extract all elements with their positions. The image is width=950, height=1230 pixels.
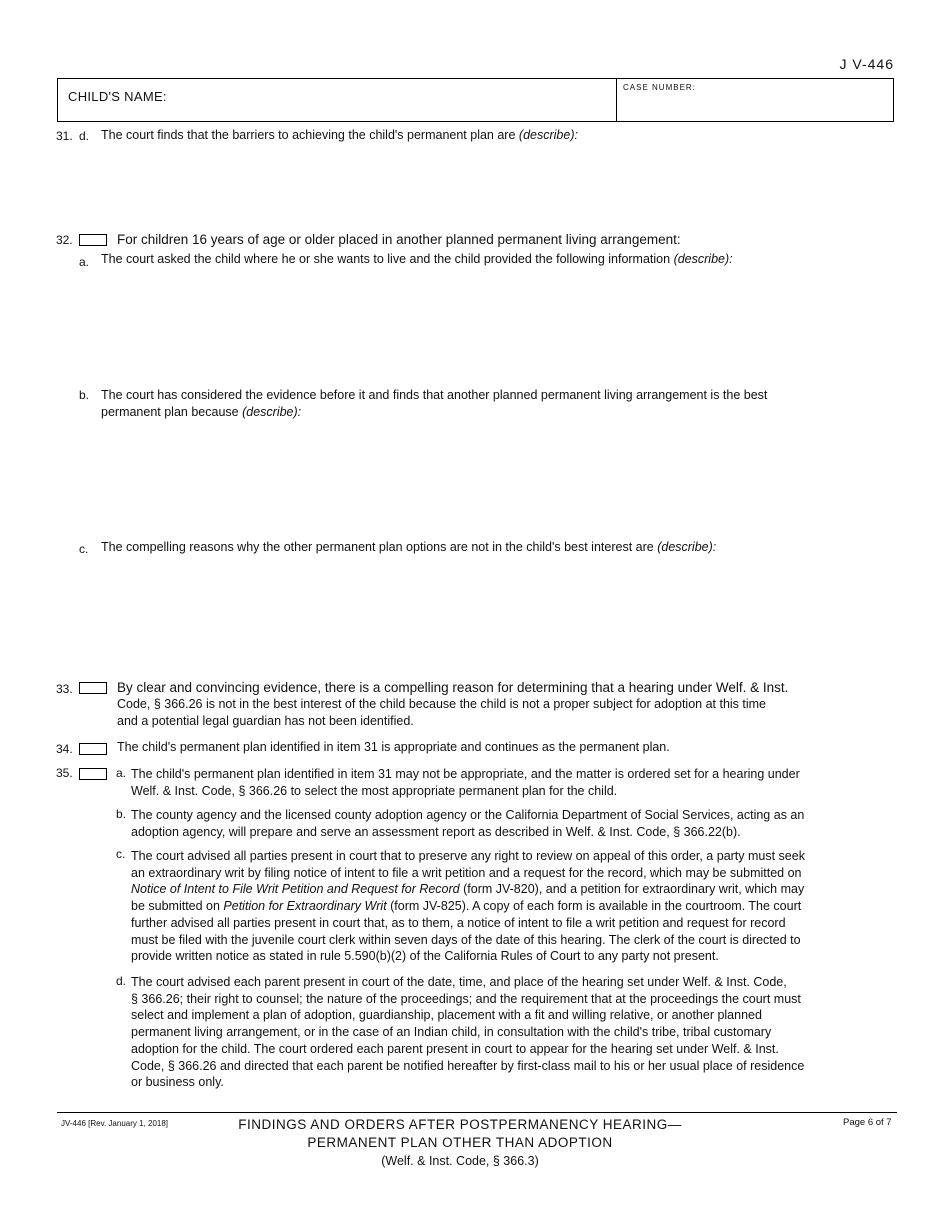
item-35-c-text [131, 848, 805, 965]
item-35-d-line6: Code, § 366.26 and directed that each parent be notified hereafter by first-class mail to his or her usual place of residence [131, 1058, 805, 1073]
item-32-c-text [101, 539, 716, 556]
item-35-d-text [131, 974, 804, 1091]
item-35-d-line2: § 366.26; their right to counsel; the nature of the proceedings; and the requirement that at the proceedings the court must [131, 991, 801, 1006]
item-35-c-line2: an extraordinary writ by filing notice of intent to file a writ petition and a request for the record, which may be submitted on [131, 865, 802, 880]
item-35-checkbox[interactable] [79, 768, 107, 780]
item-35-c-line3-rest: (form JV-820), and a petition for extraordinary writ, which may [459, 882, 805, 897]
item-35-b-line2: adoption agency, will prepare and serve an assessment report as described in Welf. & Inst. Code, § 366.22(b). [131, 824, 741, 839]
item-35-c-line7: provide written notice as stated in rule 5.590(b)(2) of the California Rules of Court to any party not present. [131, 949, 719, 964]
item-32-b-line1: The court has considered the evidence before it and finds that another planned permanent living arrangement is the best [101, 388, 768, 402]
item-32-b-text [101, 387, 767, 420]
item-33-line2: Code, § 366.26 is not in the best interest of the child because the child is not a proper subject for adoption at this time [117, 697, 767, 711]
item-34-text: The child's permanent plan identified in item 31 is appropriate and continues as the permanent plan. [117, 740, 670, 754]
item-35-d-line7: or business only. [131, 1075, 224, 1090]
item-35-c-label: c. [116, 847, 126, 861]
form-jv820-title: Notice of Intent to File Writ Petition and Request for Record [131, 882, 460, 897]
item-33-line1: By clear and convincing evidence, there is a compelling reason for determining that a hearing under Welf. & Inst. [117, 680, 789, 695]
caption-box [57, 78, 894, 122]
item-32-a-label: a. [79, 255, 90, 269]
item-31-d-body: The court finds that the barriers to achieving the child's permanent plan are [101, 128, 516, 142]
item-31-number: 31. [56, 129, 73, 143]
item-32-b-label: b. [79, 388, 90, 402]
item-35-b-label: b. [116, 807, 127, 821]
item-35-a-line2: Welf. & Inst. Code, § 366.26 to select the most appropriate permanent plan for the child. [131, 783, 618, 798]
item-35-c-line4-rest: (form JV-825). A copy of each form is available in the courtroom. The court [386, 899, 802, 914]
item-35-d-line5: adoption for the child. The court ordered each parent present in court to appear for the hearing set under Welf. & Inst. [131, 1041, 779, 1056]
item-35-d-line4: permanent living arrangement, or in the case of an Indian child, in consultation with the child's tribe, tribal customary [131, 1025, 772, 1040]
item-31-d-label: d. [79, 129, 90, 143]
item-35-d-label: d. [116, 974, 127, 988]
case-number-label: CASE NUMBER: [623, 83, 696, 92]
form-jv825-title: Petition for Extraordinary Writ [223, 899, 387, 914]
item-33-line3: and a potential legal guardian has not been identified. [117, 713, 414, 728]
item-31-d-describe: (describe): [518, 128, 578, 142]
child-name-label: CHILD'S NAME: [68, 89, 167, 104]
item-35-number: 35. [56, 766, 73, 780]
item-35-c-line5: further advised all parties present in court that, as to them, a notice of intent to file a writ petition and request for record [131, 915, 786, 930]
item-35-c-line1: The court advised all parties present in court that to preserve any right to review on appeal of this order, a party must seek [131, 849, 805, 863]
item-35-c-line6: must be filed with the juvenile court clerk within seven days of the date of this hearing. The clerk of the court is directed to [131, 932, 801, 947]
item-32-c-body: The compelling reasons why the other permanent plan options are not in the child's best interest are [101, 540, 654, 554]
item-35-d-line1: The court advised each parent present in court of the date, time, and place of the hearing set under Welf. & Inst. Code, [131, 975, 787, 989]
item-35-b-line1: The county agency and the licensed county adoption agency or the California Department of Social Services, acting as an [131, 808, 805, 822]
item-32-heading: For children 16 years of age or older placed in another planned permanent living arrangement: [117, 232, 681, 247]
item-31-d-text [101, 127, 578, 144]
item-32-c-describe: (describe): [657, 540, 717, 554]
item-34-number: 34. [56, 742, 73, 756]
item-32-b-describe: (describe): [242, 404, 302, 419]
form-id: J V-446 [839, 56, 894, 72]
item-32-b-body: permanent plan because [101, 404, 239, 419]
item-35-a-label: a. [116, 766, 127, 780]
item-35-d-line3: select and implement a plan of adoption, guardianship, placement with a fit and willing relative, or another planned [131, 1008, 762, 1023]
item-33-number: 33. [56, 682, 73, 696]
item-32-a-describe: (describe): [673, 252, 733, 266]
item-34-checkbox[interactable] [79, 743, 107, 755]
item-33-checkbox[interactable] [79, 682, 107, 694]
item-32-checkbox[interactable] [79, 234, 107, 246]
form-revision: JV-446 [Rev. January 1, 2018] [61, 1119, 169, 1128]
footer-title-line1: FINDINGS AND ORDERS AFTER POSTPERMANENCY HEARING— [238, 1117, 682, 1132]
item-35-c-line3 [131, 881, 805, 898]
item-35-c-line4-pre: be submitted on [131, 899, 224, 914]
item-33-text [117, 679, 788, 729]
page-number: Page 6 of 7 [843, 1117, 892, 1128]
caption-divider [616, 79, 617, 121]
footer-title-line2: PERMANENT PLAN OTHER THAN ADOPTION [307, 1135, 613, 1150]
item-32-number: 32. [56, 233, 73, 247]
item-32-c-label: c. [79, 542, 89, 556]
item-32-b-line2 [101, 404, 767, 421]
item-35-c-line4 [131, 898, 805, 915]
item-32-a-text [101, 251, 733, 268]
footer-rule [57, 1112, 897, 1113]
footer-citation: (Welf. & Inst. Code, § 366.3) [381, 1154, 539, 1168]
item-35-b-text [131, 807, 804, 840]
item-32-a-body: The court asked the child where he or she wants to live and the child provided the following information [101, 252, 671, 266]
item-35-a-line1: The child's permanent plan identified in item 31 may not be appropriate, and the matter is ordered set for a hearing under [131, 767, 800, 781]
item-35-a-text [131, 766, 800, 799]
